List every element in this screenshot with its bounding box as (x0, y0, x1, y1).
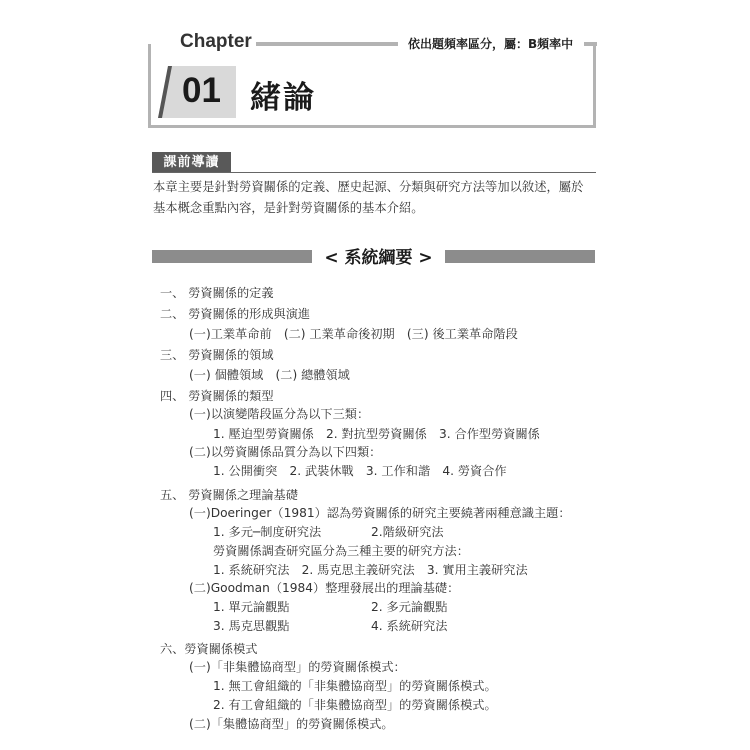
outline-item: 1. 系統研究法 2. 馬克思主義研究法 3. 實用主義研究法 (213, 563, 528, 577)
preface-line: 本章主要是針對勞資關係的定義、歷史起源、分類與研究方法等加以敘述，屬於 (153, 180, 584, 194)
outline-item: (一)「非集體協商型」的勞資關係模式： (189, 660, 406, 674)
preface-line: 基本概念重點內容，是針對勞資關係的基本介紹。 (153, 201, 424, 215)
outline-item: 一、 勞資關係的定義 (160, 286, 274, 300)
outline-item: (一)以演變階段區分為以下三類： (189, 407, 370, 421)
outline-heading (152, 245, 596, 269)
frequency-note: 依出題頻率區分，屬：B頻率中 (408, 37, 574, 51)
outline-heading-bar-right (445, 250, 595, 263)
outline-item: (二)以勞資關係品質分為以下四類： (189, 445, 382, 459)
outline-item: 勞資關係調查研究區分為三種主要的研究方法： (213, 544, 469, 558)
preface-text (153, 177, 596, 219)
frame-bottom-edge (148, 125, 596, 128)
outline-item: 三、 勞資關係的領域 (160, 348, 274, 362)
outline-item: 1. 公開衝突 2. 武裝休戰 3. 工作和諧 4. 勞資合作 (213, 464, 507, 478)
chapter-word: Chapter (180, 31, 252, 52)
preface-divider (152, 172, 596, 173)
outline-item: 四、 勞資關係的類型 (160, 389, 274, 403)
outline-item: 1. 單元論觀點 (213, 600, 290, 614)
outline-item: 2. 多元論觀點 (371, 600, 448, 614)
chapter-number: 01 (182, 71, 221, 110)
outline-item: 3. 馬克思觀點 (213, 619, 290, 633)
outline-heading-bar-left (152, 250, 312, 263)
frame-right-edge (593, 44, 596, 128)
outline-item: (二)「集體協商型」的勞資關係模式。 (189, 717, 394, 731)
preface-label: 課前導讀 (152, 152, 231, 173)
outline-item: 1. 多元─制度研究法 (213, 525, 322, 539)
outline-item: 1. 壓迫型勞資關係 2. 對抗型勞資關係 3. 合作型勞資關係 (213, 427, 540, 441)
outline-item: (一) 個體領域 (二) 總體領域 (189, 368, 350, 382)
outline-heading-text: < 系統綱要 > (324, 248, 433, 268)
outline-item: 1. 無工會組織的「非集體協商型」的勞資關係模式。 (213, 679, 497, 693)
outline-item: 五、 勞資關係之理論基礎 (160, 488, 298, 502)
chapter-title: 緒論 (250, 80, 316, 116)
outline-item: (一)工業革命前 (二) 工業革命後初期 (三) 後工業革命階段 (189, 327, 518, 341)
outline-item: 2.階級研究法 (371, 525, 444, 539)
outline-item: 4. 系統研究法 (371, 619, 448, 633)
outline-item: 六、勞資關係模式 (160, 642, 258, 656)
outline-item: (一)Doeringer（1981）認為勞資關係的研究主要繞著兩種意識主題： (189, 506, 571, 520)
outline-item: (二)Goodman（1984）整理發展出的理論基礎： (189, 581, 460, 595)
outline-item: 二、 勞資關係的形成與演進 (160, 307, 311, 321)
frame-left-edge (148, 44, 151, 128)
outline-item: 2. 有工會組織的「非集體協商型」的勞資關係模式。 (213, 698, 497, 712)
